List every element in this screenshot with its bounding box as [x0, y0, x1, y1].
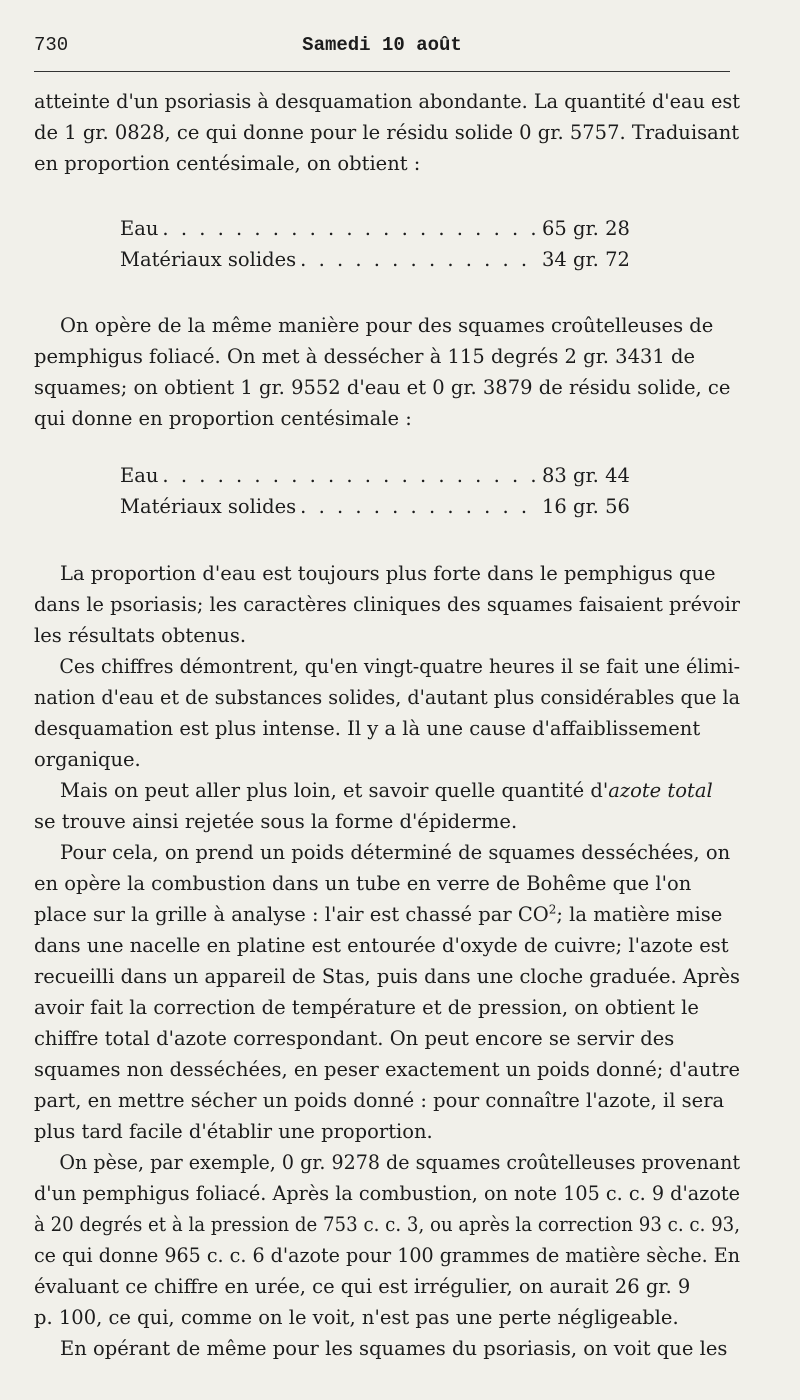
text-line: recueilli dans un appareil de Stas, puis dans une cloche graduée. Après: [34, 965, 741, 988]
text-line: part, en mettre sécher un poids donné : pour connaître l'azote, il sera: [34, 1089, 725, 1112]
text-line: en opère la combustion dans un tube en verre de Bohême que l'on: [34, 872, 692, 895]
text-line: organique.: [34, 748, 141, 771]
paragraph-2: [34, 310, 740, 434]
row-value: 34 gr. 72: [542, 248, 630, 271]
row-label: Eau: [120, 464, 159, 487]
text-line: squames; on obtient 1 gr. 9552 d'eau et 0 gr. 3879 de résidu solide, ce: [34, 376, 731, 399]
page-header: [34, 34, 730, 62]
text-line: ce qui donne 965 c. c. 6 d'azote pour 100 grammes de matière sèche. En: [34, 1244, 740, 1267]
text-line: desquamation est plus intense. Il y a là une cause d'affaiblissement: [34, 717, 701, 740]
superscript: 2: [548, 902, 557, 917]
dot-leader: [158, 213, 536, 244]
table-row: [120, 213, 660, 244]
text-line: plus tard facile d'établir une proportion.: [34, 1120, 433, 1143]
table-row: [120, 491, 660, 522]
italic-term: azote total: [608, 779, 713, 802]
row-label: Matériaux solides: [120, 495, 297, 518]
text-line: qui donne en proportion centésimale :: [34, 407, 412, 430]
text-line: La proportion d'eau est toujours plus forte dans le pemphigus que: [60, 562, 716, 585]
text-span: Mais on peut aller plus loin, et savoir quelle quantité d': [60, 779, 609, 802]
text-line: On opère de la même manière pour des squames croûtelleuses de: [60, 314, 714, 337]
text-line: de 1 gr. 0828, ce qui donne pour le résidu solide 0 gr. 5757. Traduisant: [34, 121, 740, 144]
text-line: squames non desséchées, en peser exactement un poids donné; d'autre: [34, 1058, 740, 1081]
row-label: Eau: [120, 217, 159, 240]
text-line: Pour cela, on prend un poids déterminé de squames desséchées, on: [60, 841, 731, 864]
text-line: les résultats obtenus.: [34, 624, 247, 647]
text-line: à 20 degrés et à la pression de 753 c. c. 3, ou après la correction 93 c. c. 93,: [34, 1213, 741, 1236]
text-line: nation d'eau et de substances solides, d'autant plus considérables que la: [34, 686, 741, 709]
paragraph-1: [34, 86, 740, 179]
text-line: d'un pemphigus foliacé. Après la combustion, on note 105 c. c. 9 d'azote: [34, 1182, 740, 1205]
row-value: 16 gr. 56: [542, 495, 630, 518]
text-line: pemphigus foliacé. On met à dessécher à 115 degrés 2 gr. 3431 de: [34, 345, 696, 368]
text-line: se trouve ainsi rejetée sous la forme d'épiderme.: [34, 810, 518, 833]
row-value: 65 gr. 28: [542, 217, 630, 240]
text-line: dans le psoriasis; les caractères cliniques des squames faisaient prévoir: [34, 593, 740, 616]
dot-leader: [296, 244, 536, 275]
header-rule: [34, 71, 730, 72]
text-line: chiffre total d'azote correspondant. On peut encore se servir des: [34, 1027, 675, 1050]
text-line: En opérant de même pour les squames du psoriasis, on voit que les: [60, 1337, 728, 1360]
text-line: atteinte d'un psoriasis à desquamation abondante. La quantité d'eau est: [34, 90, 741, 113]
row-label: Matériaux solides: [120, 248, 297, 271]
text-line: [34, 775, 740, 806]
text-line: dans une nacelle en platine est entourée d'oxyde de cuivre; l'azote est: [34, 934, 729, 957]
text-span: place sur la grille à analyse : l'air est chassé par CO: [34, 903, 549, 926]
text-line: évaluant ce chiffre en urée, ce qui est irrégulier, on aurait 26 gr. 9: [34, 1275, 691, 1298]
text-span: ; la matière mise: [556, 903, 723, 926]
text-line: en proportion centésimale, on obtient :: [34, 152, 421, 175]
table-row: [120, 460, 660, 491]
dot-leader: [296, 491, 536, 522]
text-line: [34, 899, 740, 930]
text-line: On pèse, par exemple, 0 gr. 9278 de squames croûtelleuses provenant: [59, 1151, 741, 1174]
composition-table-psoriasis: [120, 213, 660, 275]
row-value: 83 gr. 44: [542, 464, 630, 487]
composition-table-pemphigus: [120, 460, 660, 522]
paragraphs-body: [34, 558, 740, 1364]
text-line: avoir fait la correction de température et de pression, on obtient le: [34, 996, 699, 1019]
dot-leader: [158, 460, 536, 491]
table-row: [120, 244, 660, 275]
running-title: Samedi 10 août: [302, 34, 462, 56]
page-number: 730: [34, 34, 69, 56]
text-line: p. 100, ce qui, comme on le voit, n'est pas une perte négligeable.: [34, 1306, 679, 1329]
text-line: Ces chiffres démontrent, qu'en vingt-quatre heures il se fait une élimi-: [59, 655, 741, 678]
